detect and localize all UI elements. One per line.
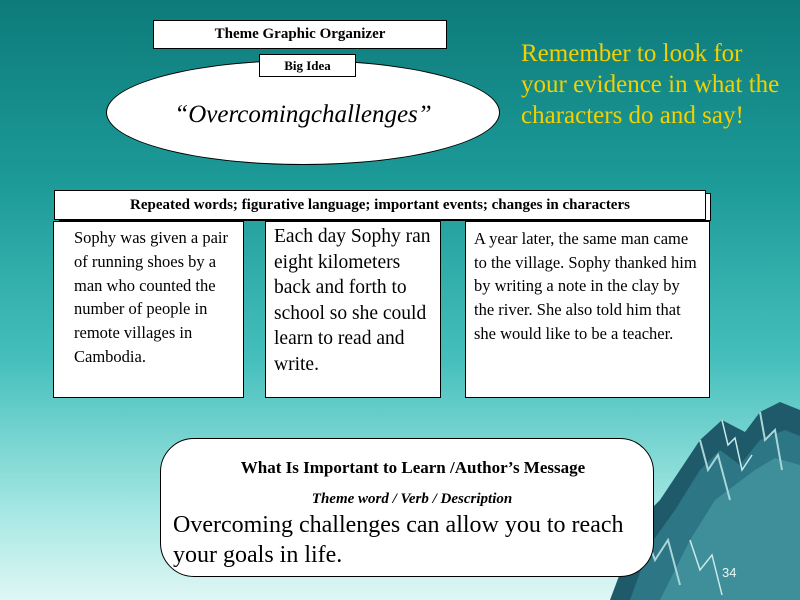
author-message-text: Overcoming challenges can allow you to reach your goals in life. — [173, 512, 624, 568]
big-idea-quote: “Overcomingchallenges” — [174, 100, 432, 128]
evidence-box-3: A year later, the same man came to the village. Sophy thanked him by writing a note in the clay by the river. She also told him that she would like to be a teacher. — [465, 221, 710, 398]
author-message-title: What Is Important to Learn /Author’s Message — [240, 458, 586, 477]
author-message-subtitle: Theme word / Verb / Description — [311, 491, 513, 507]
evidence-box-2: Each day Sophy ran eight kilometers back and forth to school so she could learn to read and write. — [265, 221, 441, 398]
evidence-box-1: Sophy was given a pair of running shoes by a man who counted the number of people in remote villages in Cambodia. — [53, 221, 244, 398]
reminder-text: Remember to look for your evidence in what the characters do and say! — [521, 40, 780, 129]
slide-number: 34 — [722, 565, 737, 580]
big-idea-label: Big Idea — [259, 54, 356, 77]
page-title: Theme Graphic Organizer — [153, 20, 447, 49]
evidence-header: Repeated words; figurative language; important events; changes in characters — [54, 190, 706, 220]
